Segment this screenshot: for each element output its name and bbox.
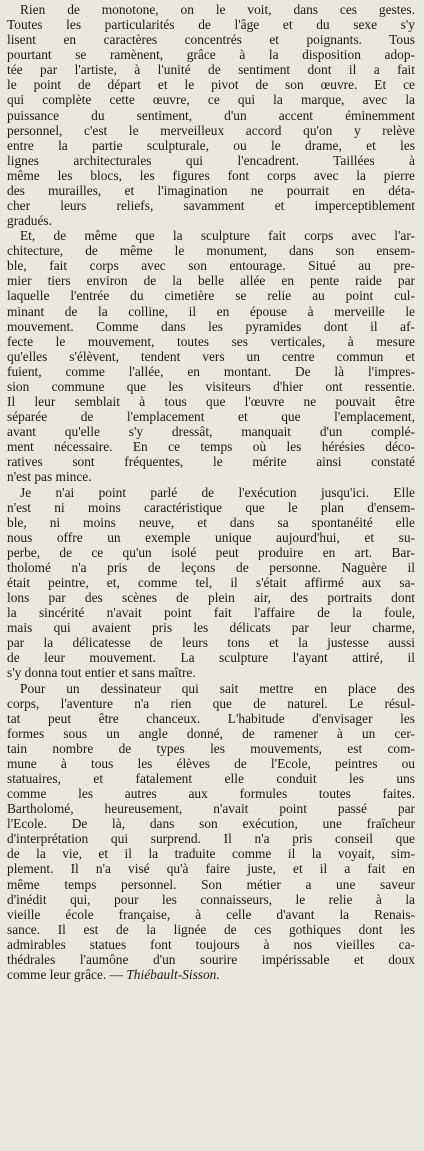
text-line: fecte le mouvement, toutes ses verticales, à mesure: [7, 333, 415, 349]
text-line: tat peut être chanceux. L'habitude d'envisager les: [7, 710, 415, 726]
paragraph-4: [7, 681, 415, 983]
text-line: de la vie, et il la traduite comme il la voyait, sim-: [7, 846, 415, 862]
text-line: même temps personnel. Son métier a une saveur: [7, 876, 415, 892]
text-line: mier tiers environ de la belle allée en pente raide par: [7, 273, 415, 289]
author-signature: Thiébault-Sisson.: [126, 967, 220, 982]
text-line: le point de départ et le pivot de son œuvre. Et ce: [7, 77, 415, 93]
text-line: était peintre, et, comme tel, il s'était affirmé aux sa-: [7, 574, 415, 590]
text-line: l'Ecole. De là, dans son exécution, une fraîcheur: [7, 816, 415, 832]
text-line-body: comme leur grâce. —: [7, 967, 127, 982]
text-line: de leur mouvement. La sculpture l'ayant attiré, il: [7, 650, 415, 666]
text-line: Et, de même que la sculpture fait corps avec l'ar-: [20, 228, 415, 244]
paragraph-1: [7, 2, 415, 228]
text-line: Bartholomé, heureusement, n'avait point passé par: [7, 801, 415, 817]
text-line: par la délicatesse de leurs tons et la justesse aussi: [7, 635, 415, 651]
text-line: mouvement. Comme dans les pyramides dont il af-: [7, 318, 415, 334]
text-line: mune à tous les élèves de l'Ecole, peintres ou: [7, 755, 415, 771]
text-line: formes sous un angle donné, de ramener à un cer-: [7, 725, 415, 741]
text-line: [7, 967, 415, 982]
text-line: n'est pas mince.: [7, 469, 92, 485]
text-line: corps, l'aventure n'a rien que de naturel. Le résul-: [7, 695, 415, 711]
text-line: n'est ni moins caractéristique que le plan d'ensem-: [7, 499, 415, 515]
text-line: thédrales l'aumône d'un sourire impérissable et doux: [7, 951, 415, 967]
text-line: sion commune que les visiteurs d'hier ont ressentie.: [7, 378, 415, 394]
text-line: ble, ni moins neuve, et dans sa spontanéité elle: [7, 514, 415, 530]
text-line: lons par des scènes de plein air, des portraits dont: [7, 590, 415, 606]
text-line: avant qu'elle s'y dressât, manquait d'un complé-: [7, 424, 415, 440]
text-line: même les blocs, les figures font corps avec la pierre: [7, 167, 415, 183]
text-line: séparée de l'emplacement et que l'emplacement,: [7, 409, 415, 425]
text-line: ment nécessaire. En ce temps où les hérésies déco-: [7, 439, 415, 455]
paragraph-3: [7, 485, 415, 681]
text-line: vieille école française, à celle d'avant la Renais-: [7, 906, 415, 922]
text-line: Pour un dessinateur qui sait mettre en place des: [20, 680, 415, 696]
text-line: tholomé n'a pris de leçons de personne. Naguère il: [7, 559, 415, 575]
text-line: s'y donna tout entier et sans maître.: [7, 665, 196, 681]
text-line: d'interprétation qui surprend. Il n'a pris conseil que: [7, 831, 415, 847]
text-line: lisent en caractères concentrés et poignants. Tous: [7, 32, 415, 48]
text-line: fuient, comme l'allée, en montant. De là l'impres-: [7, 363, 415, 379]
text-line: mais qui avaient pris les délicats par leur charme,: [7, 620, 415, 636]
text-line: Toutes les particularités de l'âge et du sexe s'y: [7, 17, 415, 33]
text-line: plement. Il n'a visé qu'à faire juste, et il a fait en: [7, 861, 415, 877]
text-line: puissance du sentiment, d'un accent éminemment: [7, 107, 415, 123]
paragraph-2: [7, 228, 415, 484]
text-line: Il leur semblait à tous que l'œuvre ne pouvait être: [7, 394, 415, 410]
text-line: ble, fait corps avec son entourage. Situé au pre-: [7, 258, 415, 274]
text-line: chitecture, de même le monument, dans son ensem-: [7, 243, 415, 259]
text-line: comme les autres aux formules toutes faites.: [7, 786, 415, 802]
text-line: Je n'ai point parlé de l'exécution jusqu'ici. Elle: [20, 484, 415, 500]
text-line: admirables statues font toujours à nos vieilles ca-: [7, 936, 415, 952]
text-line: ratives sont fréquentes, le mérite ainsi constaté: [7, 454, 415, 470]
text-line: pourtant se ramènent, grâce à la disposition adop-: [7, 47, 415, 63]
text-line: des murailles, et l'imagination ne pourrait en déta-: [7, 182, 415, 198]
text-line: d'inédit qui, pour les connaisseurs, le relie à la: [7, 891, 415, 907]
text-line: minant de la colline, il en épouse à merveille le: [7, 303, 415, 319]
text-line: Rien de monotone, on le voit, dans ces gestes.: [20, 2, 415, 17]
text-line: tée par l'artiste, à l'unité de sentiment dont il a fait: [7, 62, 415, 78]
text-line: nous offre un exemple unique aujourd'hui, et su-: [7, 529, 415, 545]
text-line: statuaires, et fatalement elle conduit les uns: [7, 770, 415, 786]
text-line: entre la partie sculpturale, ou le drame, et les: [7, 137, 415, 153]
text-line: laquelle l'entrée du cimetière se relie au point cul-: [7, 288, 415, 304]
text-line: qui complète cette œuvre, ce qui la marque, avec la: [7, 92, 415, 108]
text-line: qu'elles s'élèvent, tendent vers un centre commun et: [7, 348, 415, 364]
text-line: sance. Il est de la lignée de ces gothiques dont les: [7, 921, 415, 937]
text-line: tain nombre de types les mouvements, est com-: [7, 740, 415, 756]
text-line: gradués.: [7, 213, 52, 229]
text-line: la sincérité n'avait point fait l'affaire de la foule,: [7, 605, 415, 621]
text-line: lignes architecturales qui l'encadrent. Taillées à: [7, 152, 415, 168]
text-line: personnel, c'est le merveilleux accord qu'on y relève: [7, 122, 415, 138]
text-line: perbe, de ce qu'un isolé peut produire en art. Bar-: [7, 544, 415, 560]
text-line: cher leurs reliefs, savamment et imperceptiblement: [7, 198, 415, 214]
